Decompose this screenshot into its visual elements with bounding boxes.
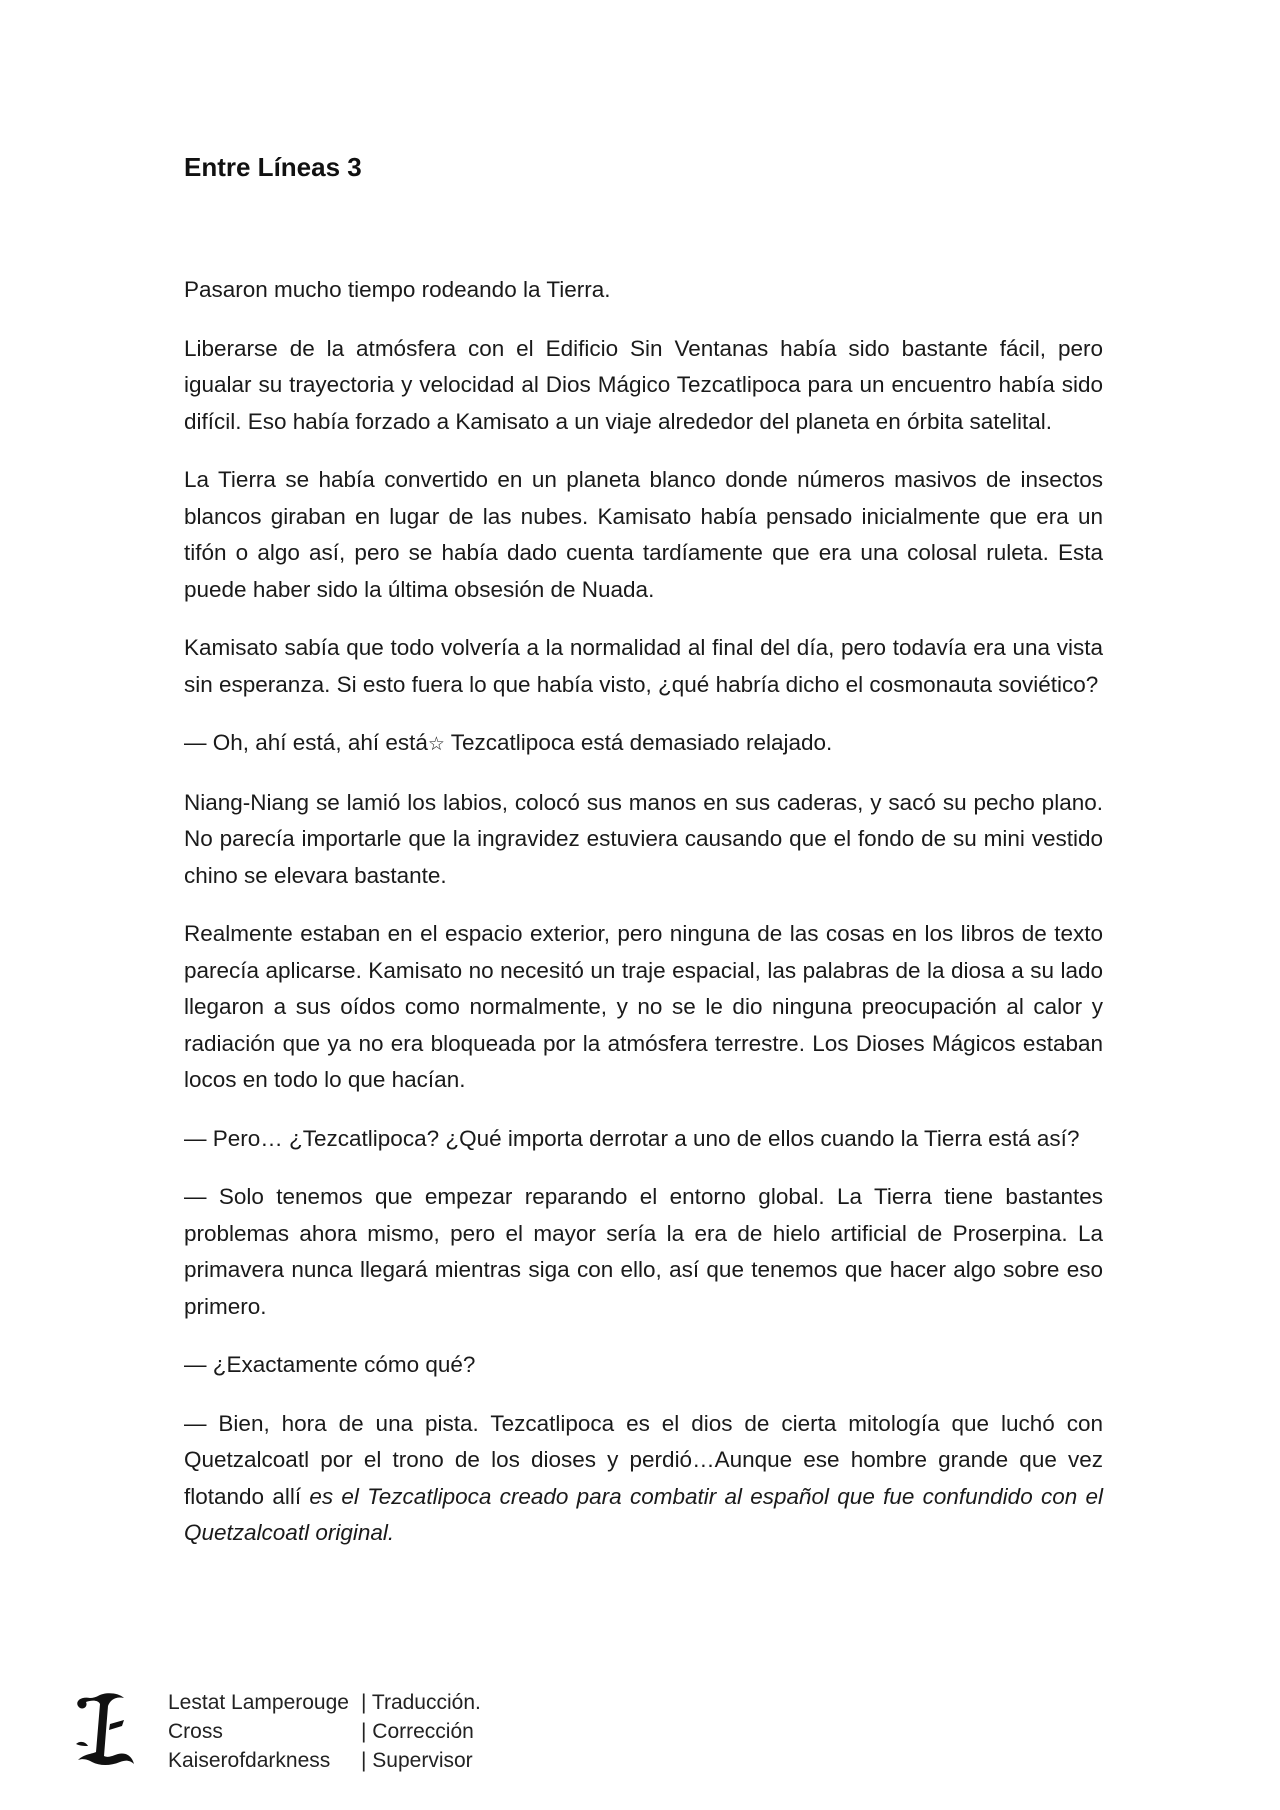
credits-table — [168, 1688, 481, 1775]
credit-row — [168, 1688, 481, 1717]
credit-role: | Corrección — [361, 1720, 474, 1743]
credit-row — [168, 1717, 481, 1746]
paragraph: — Solo tenemos que empezar reparando el entorno global. La Tierra tiene bastantes problemas ahora mismo, pero el mayor sería la era de hielo artificial de Proserpina. La primavera nunca llegará mientras siga con ello, así que tenemos que hacer algo sobre eso primero. — [184, 1184, 1103, 1319]
gothic-l-logo-icon — [70, 1690, 136, 1770]
final-paragraph-italic: es el Tezcatlipoca creado para combatir al español que fue confundido con el Quetzalcoatl original. — [184, 1483, 1103, 1545]
paragraph: La Tierra se había convertido en un planeta blanco donde números masivos de insectos blancos giraban en lugar de las nubes. Kamisato había pensado inicialmente que era un tifón o algo así, pero se había dado cuenta tardíamente que era una colosal ruleta. Esta puede haber sido la última obsesión de Nuada. — [184, 467, 1103, 602]
paragraph: — ¿Exactamente cómo qué? — [184, 1352, 476, 1377]
credit-row — [168, 1746, 481, 1775]
paragraph: Pasaron mucho tiempo rodeando la Tierra. — [184, 277, 611, 302]
dialogue-text: — Oh, ahí está, ahí está — [184, 730, 428, 755]
credit-role: | Supervisor — [361, 1749, 473, 1772]
credit-name: Kaiserofdarkness — [168, 1749, 331, 1772]
chapter-body — [184, 272, 1103, 1574]
paragraph: — Pero… ¿Tezcatlipoca? ¿Qué importa derrotar a uno de ellos cuando la Tierra está así? — [184, 1125, 1080, 1151]
credit-role: | Traducción. — [361, 1691, 481, 1714]
paragraph: Realmente estaban en el espacio exterior, pero ninguna de las cosas en los libros de texto parecía aplicarse. Kamisato no necesitó un traje espacial, las palabras de la diosa a su lado llegaron a sus oídos como normalmente, y no se le dio ninguna preocupación al calor y radiación que ya no era bloqueada por la atmósfera terrestre. Los Dioses Mágicos estaban locos en todo lo que hacían. — [184, 921, 1103, 1092]
paragraph: Niang-Niang se lamió los labios, colocó sus manos en sus caderas, y sacó su pecho plano. No parecía importarle que la ingravidez estuviera causando que el fondo de su mini vestido chino se elevara bastante. — [184, 789, 1103, 888]
final-paragraph-text: — Bien, hora de una pista. Tezcatlipoca es el dios de cierta mitología que luchó con Quetzalcoatl por el trono de los dioses y perdió…Aunque ese hombre grande que vez flotando allí — [184, 1410, 1103, 1509]
credits-footer — [70, 1688, 670, 1778]
credit-name: Lestat Lamperouge — [168, 1691, 349, 1714]
paragraph: Liberarse de la atmósfera con el Edificio Sin Ventanas había sido bastante fácil, pero igualar su trayectoria y velocidad al Dios Mágico Tezcatlipoca para un encuentro había sido difícil. Eso había forzado a Kamisato a un viaje alrededor del planeta en órbita satelital. — [184, 335, 1103, 434]
dialogue-paragraph — [184, 725, 1103, 763]
chapter-title: Entre Líneas 3 — [184, 152, 362, 182]
paragraph: Kamisato sabía que todo volvería a la normalidad al final del día, pero todavía era una vista sin esperanza. Si esto fuera lo que había visto, ¿qué habría dicho el cosmonauta soviético? — [184, 635, 1103, 697]
dialogue-text: Tezcatlipoca está demasiado relajado. — [444, 730, 833, 755]
star-icon: ☆ — [427, 733, 445, 755]
credit-name: Cross — [168, 1720, 223, 1743]
final-paragraph — [184, 1406, 1103, 1552]
